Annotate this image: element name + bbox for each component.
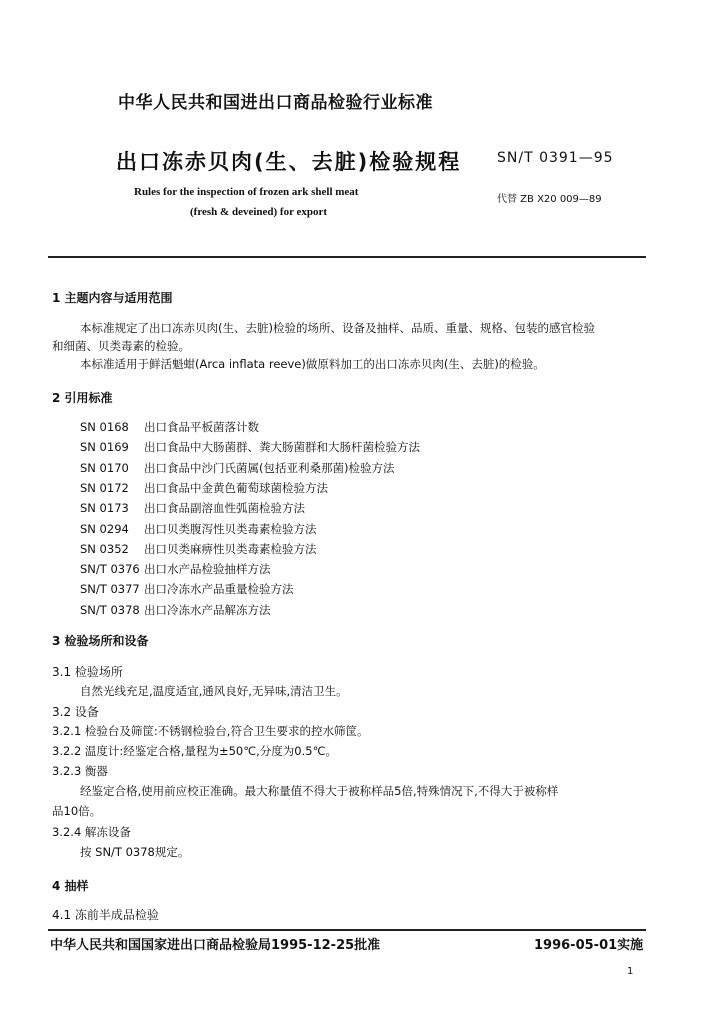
section-1-paragraph-2: 本标准适用于鲜活魁蚶(Arca inflata reeve)做原料加工的出口冻赤贝肉(生、去脏)的检验。 (80, 357, 545, 371)
section-3-2-4-text: 按 SN/T 0378规定。 (80, 845, 190, 859)
reference-code: SN 0168 (80, 420, 129, 434)
reference-code: SN 0169 (80, 440, 129, 455)
section-3-2-2: 3.2.2 温度计:经鉴定合格,量程为±50℃,分度为0.5℃。 (52, 744, 337, 758)
reference-code: SN 0172 (80, 480, 129, 495)
reference-code: SN 0294 (80, 521, 129, 536)
document-title: 出口冻赤贝肉(生、去脏)检验规程 (116, 150, 462, 174)
english-title-line-1: Rules for the inspection of frozen ark shell meat (134, 186, 359, 198)
reference-item (80, 541, 317, 557)
reference-title: 出口食品中金黄色葡萄球菌检验方法 (144, 480, 328, 495)
section-3-1-heading: 3.1 检验场所 (52, 665, 123, 679)
approval-statement: 中华人民共和国国家进出口商品检验局1995-12-25批准 (50, 938, 381, 953)
reference-item (80, 439, 420, 455)
reference-title: 出口食品平板菌落计数 (144, 420, 259, 434)
reference-item (80, 602, 271, 618)
section-3-2-1: 3.2.1 检验台及筛筐:不锈钢检验台,符合卫生要求的控水筛筐。 (52, 724, 369, 738)
reference-item (80, 500, 305, 516)
reference-title: 出口水产品检验抽样方法 (144, 562, 271, 577)
section-1-paragraph-1: 本标准规定了出口冻赤贝肉(生、去脏)检验的场所、设备及抽样、品质、重量、规格、包装的感官检验 (80, 321, 595, 335)
reference-item (80, 480, 328, 496)
reference-title: 出口食品副溶血性弧菌检验方法 (144, 501, 305, 516)
standard-number: SN/T 0391—95 (497, 150, 614, 166)
reference-title: 出口食品中大肠菌群、粪大肠菌群和大肠杆菌检验方法 (144, 440, 420, 455)
english-title-line-2: (fresh & deveined) for export (190, 206, 328, 218)
section-3-heading: 3 检验场所和设备 (52, 634, 149, 648)
section-3-2-heading: 3.2 设备 (52, 705, 99, 719)
reference-code: SN/T 0377 (80, 582, 140, 597)
page-number: 1 (627, 966, 634, 977)
reference-item (80, 561, 271, 577)
reference-code: SN 0173 (80, 501, 129, 516)
reference-item (80, 419, 259, 435)
section-3-2-4-heading: 3.2.4 解冻设备 (52, 825, 131, 839)
section-4-1-heading: 4.1 冻前半成品检验 (52, 908, 159, 922)
effective-date: 1996-05-01实施 (534, 938, 644, 953)
section-1-paragraph-1-cont: 和细菌、贝类毒素的检验。 (52, 339, 190, 353)
reference-item (80, 581, 294, 597)
reference-title: 出口冷冻水产品解冻方法 (144, 602, 271, 617)
section-3-2-3-heading: 3.2.3 衡器 (52, 764, 108, 778)
section-3-1-text: 自然光线充足,温度适宜,通风良好,无异味,清洁卫生。 (80, 684, 348, 698)
section-3-2-3-text-cont: 品10倍。 (52, 804, 102, 818)
reference-code: SN 0170 (80, 460, 129, 475)
replaces-note: 代替 ZB X20 009—89 (497, 194, 602, 205)
header-divider (48, 256, 646, 258)
reference-title: 出口贝类腹泻性贝类毒素检验方法 (144, 521, 317, 536)
section-1-heading: 1 主题内容与适用范围 (52, 291, 173, 305)
reference-item (80, 521, 317, 537)
standard-org: 中华人民共和国进出口商品检验行业标准 (118, 93, 433, 113)
reference-code: SN 0352 (80, 541, 129, 556)
reference-code: SN/T 0376 (80, 562, 140, 577)
reference-title: 出口贝类麻痹性贝类毒素检验方法 (144, 541, 317, 556)
section-4-heading: 4 抽样 (52, 879, 89, 893)
reference-title: 出口食品中沙门氏菌属(包括亚利桑那菌)检验方法 (144, 460, 395, 475)
footer-divider (48, 929, 646, 931)
section-3-2-3-text: 经鉴定合格,使用前应校正准确。最大称量值不得大于被称样品5倍,特殊情况下,不得大于被称样 (80, 784, 559, 798)
section-2-heading: 2 引用标准 (52, 391, 113, 405)
reference-code: SN/T 0378 (80, 602, 140, 617)
reference-title: 出口冷冻水产品重量检验方法 (144, 582, 294, 597)
reference-item (80, 460, 394, 476)
